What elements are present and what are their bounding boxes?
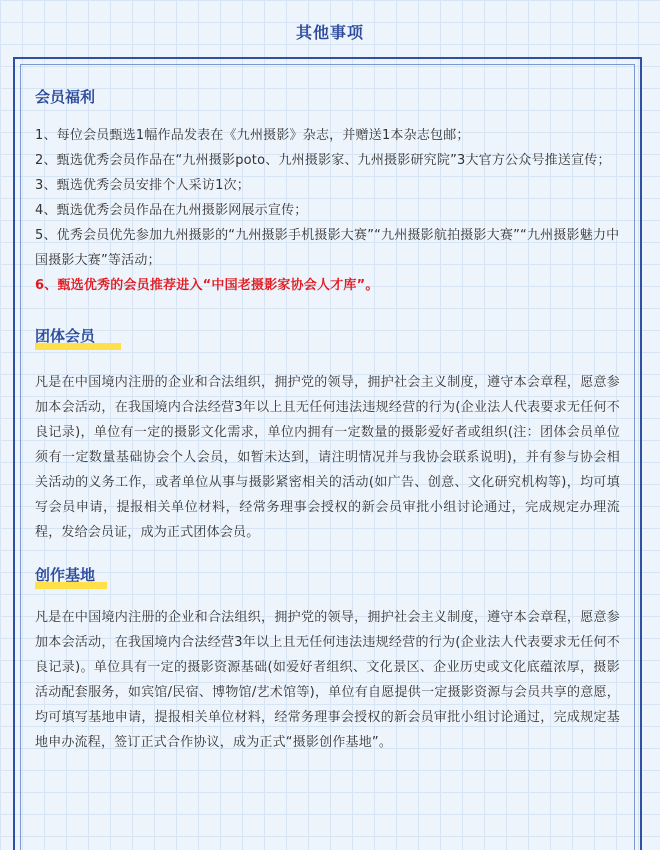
group-member-heading — [35, 326, 95, 346]
benefits-heading — [35, 87, 95, 107]
group-member-heading-text: 团体会员 — [35, 327, 96, 345]
benefit-item-6-highlight: 6、甄选优秀的会员推荐进入“中国老摄影家协会人才库”。 — [35, 278, 379, 293]
content-frame — [13, 57, 642, 850]
group-member-description: 凡是在中国境内注册的企业和合法组织，拥护党的领导，拥护社会主义制度，遵守本会章程，愿意参加本会活动，在我国境内合法经营3年以上且无任何违法违规经营的行为(企业法人代表要求无任何不良记录)，单位有一定的摄影文化需求，单位内拥有一定数量的摄影爱好者或组织(注：团体会员单位须有一定数量基础协会个人会员，如暂未达到，请注明情况并与我协会联系说明)，并有参与协会相关活动的义务工作，或者单位从事与摄影紧密相关的活动(如广告、创意、文化研究机构等)，均可填写会员申请，提报相关单位材料，经常务理事会授权的新会员审批小组讨论通过，完成规定办理流程，发给会员证，成为正式团体会员。 — [35, 375, 620, 540]
benefit-item-2: 2、甄选优秀会员作品在“九州摄影poto、九州摄影家、九州摄影研究院”3大官方公众号推送宣传； — [35, 153, 611, 168]
content-inner-frame — [20, 64, 635, 850]
benefits-list — [35, 123, 620, 298]
benefit-item-4: 4、甄选优秀会员作品在九州摄影网展示宣传； — [35, 203, 308, 218]
benefit-item-3: 3、甄选优秀会员安排个人采访1次； — [35, 178, 250, 193]
creation-base-description: 凡是在中国境内注册的企业和合法组织，拥护党的领导，拥护社会主义制度，遵守本会章程，愿意参加本会活动，在我国境内合法经营3年以上且无任何违法违规经营的行为(企业法人代表要求无任何不良记录)。单位具有一定的摄影资源基础(如爱好者组织、文化景区、企业历史或文化底蕴浓厚，摄影活动配套服务，如宾馆/民宿、博物馆/艺术馆等)，单位有自愿提供一定摄影资源与会员共享的意愿，均可填写基地申请，提报相关单位材料，经常务理事会授权的新会员审批小组讨论通过，完成规定基地申办流程，签订正式合作协议，成为正式“摄影创作基地”。 — [35, 610, 620, 750]
creation-base-heading — [35, 565, 95, 585]
benefit-item-5: 5、优秀会员优先参加九州摄影的“九州摄影手机摄影大赛”“九州摄影航拍摄影大赛”“九州摄影魅力中国摄影大赛”等活动； — [35, 228, 620, 268]
benefits-heading-text: 会员福利 — [35, 88, 96, 106]
page-title: 其他事项 — [295, 23, 364, 42]
creation-base-heading-text: 创作基地 — [35, 566, 96, 584]
benefit-item-1: 1、每位会员甄选1幅作品发表在《九州摄影》杂志，并赠送1本杂志包邮； — [35, 128, 470, 143]
